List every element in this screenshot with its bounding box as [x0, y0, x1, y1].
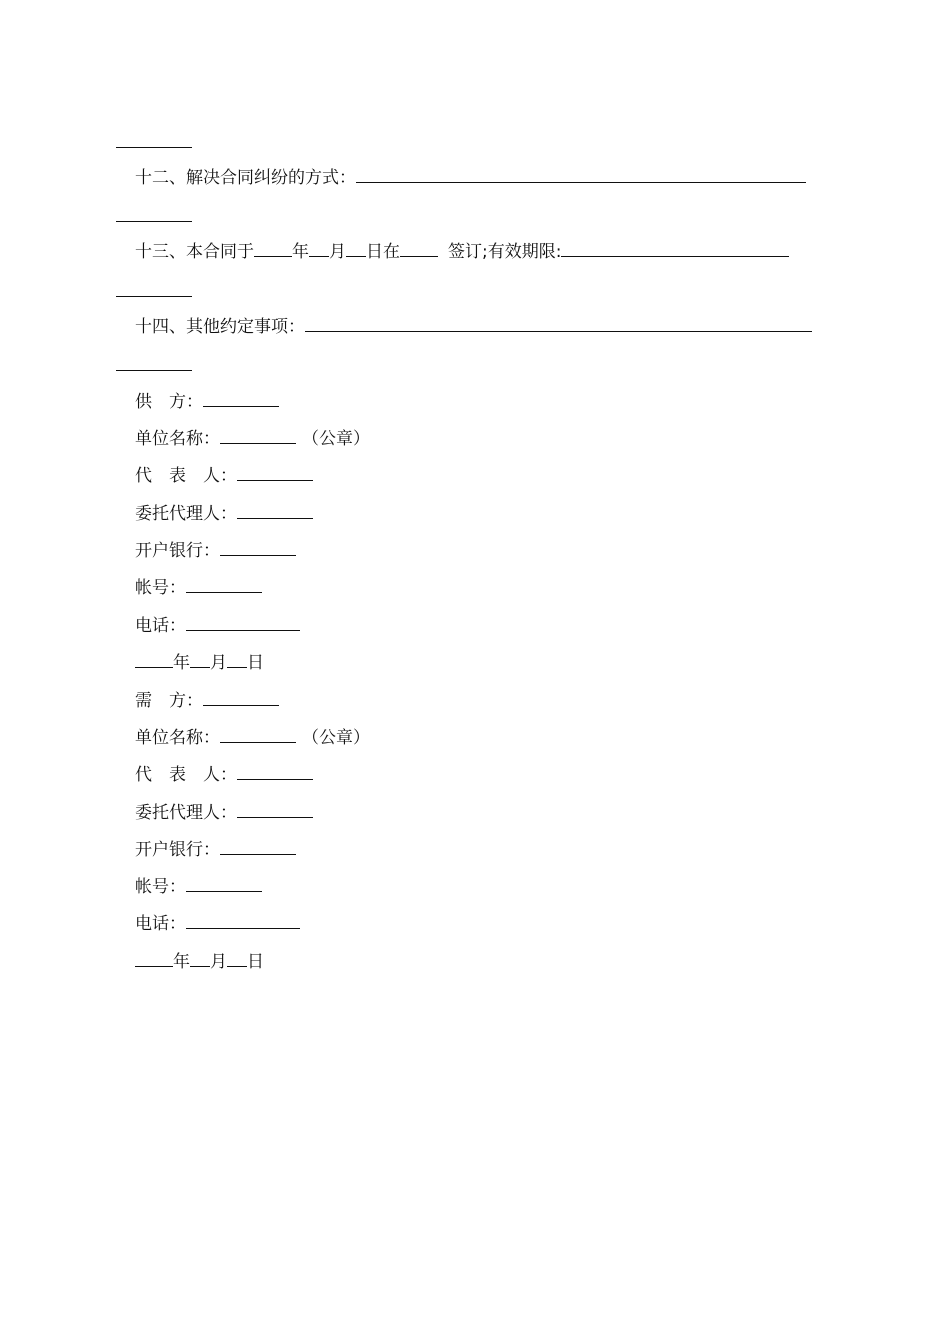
representative-label: 代 表 人：	[135, 765, 237, 785]
supplier-party	[135, 388, 279, 414]
buyer-representative	[135, 761, 313, 787]
buyer-party	[135, 687, 279, 713]
dispute-resolution-blank	[356, 164, 806, 183]
buyer-phone	[135, 910, 300, 936]
buyer-blank	[203, 687, 279, 706]
representative-blank	[237, 761, 313, 780]
clause-14	[135, 313, 812, 339]
continuation-blank	[116, 296, 192, 297]
date-year-label: 年	[173, 952, 190, 972]
seal-label: （公章）	[302, 429, 370, 449]
agent-label: 委托代理人：	[135, 803, 237, 823]
representative-label: 代 表 人：	[135, 466, 237, 486]
date-month-blank	[190, 948, 210, 967]
supplier-unit-name	[135, 425, 370, 451]
clause-12-label: 十二、解决合同纠纷的方式：	[135, 168, 356, 188]
buyer-date	[135, 948, 264, 974]
unit-name-label: 单位名称：	[135, 429, 220, 449]
sign-month-blank	[309, 238, 329, 257]
supplier-account	[135, 574, 262, 600]
signed-validity-label: 签订;有效期限:	[448, 242, 562, 262]
supplier-representative	[135, 462, 313, 488]
seal-label: （公章）	[302, 728, 370, 748]
buyer-unit-name	[135, 724, 370, 750]
phone-label: 电话：	[135, 616, 186, 636]
validity-period-blank	[561, 238, 789, 257]
date-month-blank	[190, 649, 210, 668]
other-matters-blank	[305, 313, 812, 332]
buyer-account	[135, 873, 262, 899]
unit-name-label: 单位名称：	[135, 728, 220, 748]
month-label: 月	[329, 242, 346, 262]
account-label: 帐号：	[135, 578, 186, 598]
supplier-label: 供 方：	[135, 392, 203, 412]
account-blank	[186, 873, 262, 892]
bank-blank	[220, 836, 296, 855]
supplier-blank	[203, 388, 279, 407]
clause-14-label: 十四、其他约定事项：	[135, 317, 305, 337]
buyer-label: 需 方：	[135, 691, 203, 711]
unit-name-blank	[220, 425, 296, 444]
date-day-label: 日	[247, 653, 264, 673]
sign-day-blank	[346, 238, 366, 257]
clause-12	[135, 164, 806, 190]
date-day-blank	[227, 649, 247, 668]
bank-label: 开户银行：	[135, 840, 220, 860]
agent-label: 委托代理人：	[135, 504, 237, 524]
supplier-date	[135, 649, 264, 675]
bank-label: 开户银行：	[135, 541, 220, 561]
continuation-blank	[116, 147, 192, 148]
bank-blank	[220, 537, 296, 556]
supplier-phone	[135, 612, 300, 638]
date-year-label: 年	[173, 653, 190, 673]
buyer-bank	[135, 836, 296, 862]
date-month-label: 月	[210, 653, 227, 673]
clause-13	[135, 238, 789, 264]
sign-year-blank	[254, 238, 292, 257]
phone-label: 电话：	[135, 914, 186, 934]
agent-blank	[237, 799, 313, 818]
agent-blank	[237, 500, 313, 519]
year-label: 年	[292, 242, 309, 262]
continuation-blank	[116, 221, 192, 222]
continuation-blank	[116, 370, 192, 371]
date-day-blank	[227, 948, 247, 967]
representative-blank	[237, 462, 313, 481]
clause-13-prefix: 十三、本合同于	[135, 242, 254, 262]
account-blank	[186, 574, 262, 593]
day-at-label: 日在	[366, 242, 400, 262]
date-year-blank	[135, 649, 173, 668]
sign-place-blank	[400, 238, 438, 257]
date-month-label: 月	[210, 952, 227, 972]
phone-blank	[186, 612, 300, 631]
date-day-label: 日	[247, 952, 264, 972]
date-year-blank	[135, 948, 173, 967]
buyer-agent	[135, 799, 313, 825]
account-label: 帐号：	[135, 877, 186, 897]
supplier-bank	[135, 537, 296, 563]
phone-blank	[186, 910, 300, 929]
unit-name-blank	[220, 724, 296, 743]
supplier-agent	[135, 500, 313, 526]
